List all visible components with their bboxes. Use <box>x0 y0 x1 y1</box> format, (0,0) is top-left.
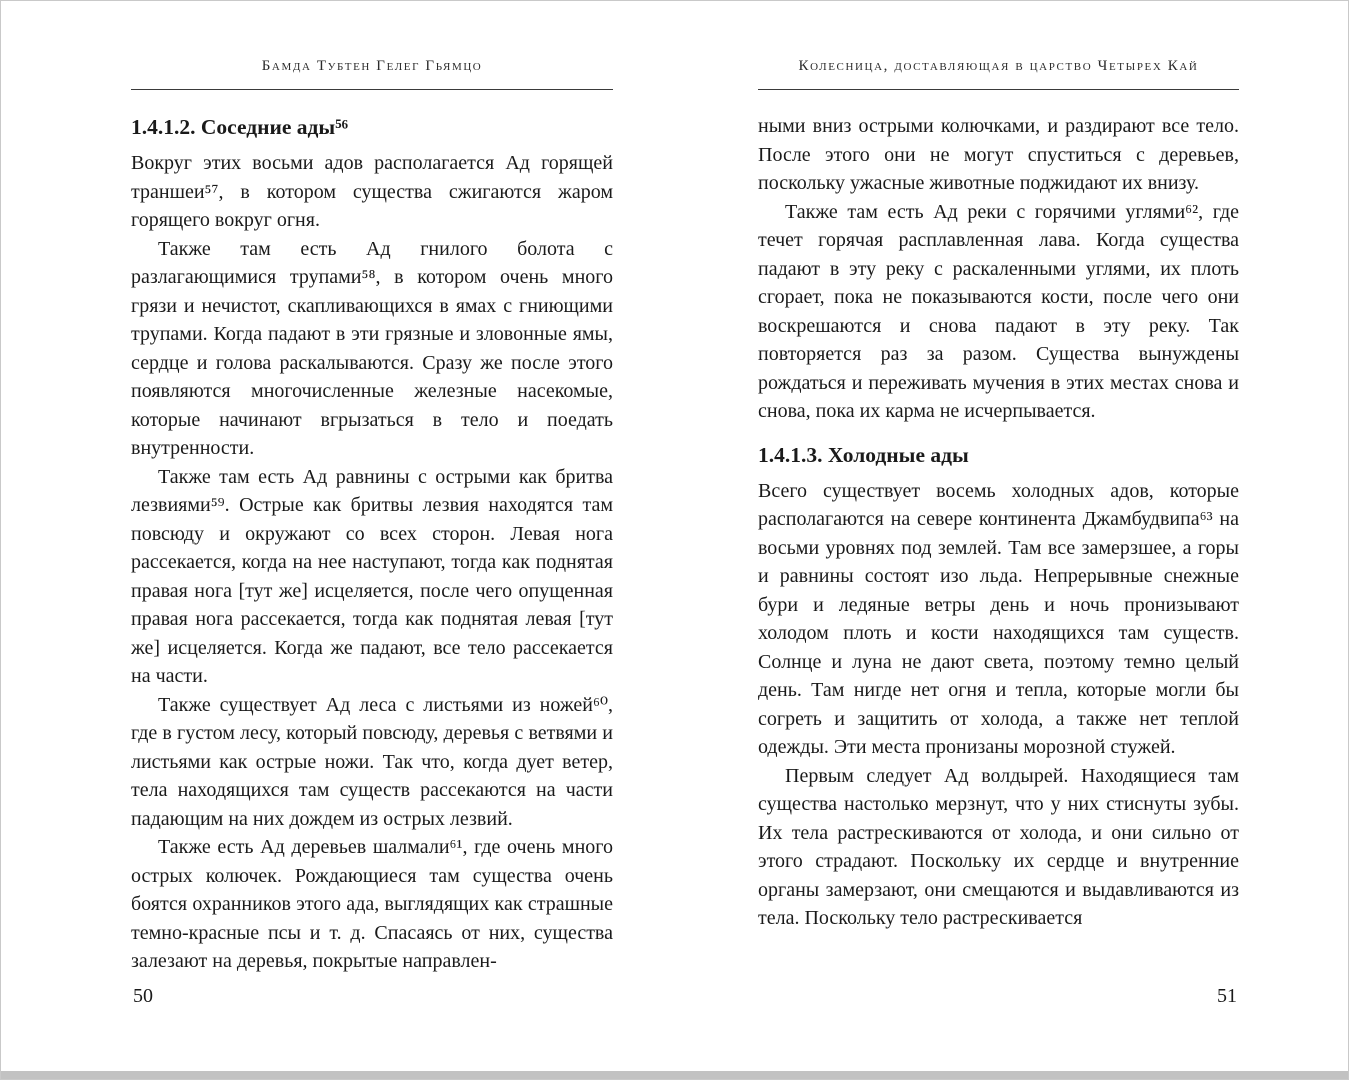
section-heading-cold-hells: 1.4.1.3. Холодные ады <box>758 442 969 467</box>
page-number-right: 51 <box>1217 985 1237 1007</box>
running-header-left: Бамда Тубтен Гелег Гьямцо <box>131 56 613 90</box>
paragraph: Всего существует восемь холодных адов, которые располагаются на севере континента Джамбудвипа⁶³ на восьми уровнях под землей. Там все замерзшее, а горы и равнины состоят изо льда. Непрерывные снежные бури и ледяные ветры день и ночь пронизывают холодом плоть и кости находящихся там существ. Солнце и луна не дают света, поэтому темно целый день. Там нигде нет огня и тепла, которые могли бы согреть и защитить от холода, а также нет теплой одежды. Эти места пронизаны морозной стужей. <box>758 479 1239 758</box>
page-number-left: 50 <box>133 985 153 1007</box>
running-header-right: Колесница, доставляющая в царство Четырех Кай <box>758 56 1239 90</box>
scan-edge-bottom <box>1 1071 1348 1079</box>
paragraph: Также существует Ад леса с листьями из ножей⁶⁰, где в густом лесу, который повсюду, деревья с ветвями и листьями как острые ножи. Так что, когда дует ветер, тела находящихся там существ рассекаются на части падающим на них дождем из острых лезвий. <box>131 693 613 830</box>
paragraph: Также там есть Ад гнилого болота с разлагающимися трупами⁵⁸, в котором очень много грязи и нечистот, скапливающихся в ямах с гниющими трупами. Когда падают в эти грязные и зловонные ямы, сердце и голова раскалываются. Сразу же после этого появляются многочисленные железные насекомые, которые начинают вгрызаться в тело и поедать внутренности. <box>131 237 613 459</box>
paragraph: Первым следует Ад волдырей. Находящиеся там существа настолько мерзнут, что у них стиснуты зубы. Их тела растрескиваются от холода, и они сильно от этого страдают. Поскольку их сердце и внутренние органы замерзают, они смещаются и выдавливаются из тела. Поскольку тело растрескивается <box>758 764 1239 929</box>
paragraph: Также там есть Ад равнины с острыми как бритва лезвиями⁵⁹. Острые как бритвы лезвия находятся там повсюду и окружают со всех сторон. Левая нога рассекается, когда на нее наступают, тогда как поднятая правая нога [тут же] исцеляется, после чего опущенная правая нога рассекается, тогда как поднятая левая [тут же] исцеляется. Когда же падают, все тело рассекается на части. <box>131 465 613 687</box>
page-left <box>131 56 613 1008</box>
page-right <box>758 56 1239 1008</box>
page-left-content <box>131 112 613 976</box>
paragraph: Также есть Ад деревьев шалмали⁶¹, где очень много острых колючек. Рождающиеся там существа очень боятся охранников этого ада, выглядящих как страшные темно-красные псы и т. д. Спасаясь от них, существа залезают на деревья, покрытые направлен- <box>131 836 613 972</box>
section-heading-neighboring-hells: 1.4.1.2. Соседние ады⁵⁶ <box>131 115 349 139</box>
paragraph: Вокруг этих восьми адов располагается Ад горящей траншеи⁵⁷, в котором существа сжигаются жаром горящего вокруг огня. <box>131 152 613 231</box>
page-right-content <box>758 112 1239 933</box>
paragraph: ными вниз острыми колючками, и раздирают все тело. После этого они не могут спуститься с деревьев, поскольку ужасные животные поджидают их внизу. <box>758 115 1239 194</box>
paragraph: Также там есть Ад реки с горячими углями⁶², где течет горячая расплавленная лава. Когда существа падают в эту реку с раскаленными углями, их плоть сгорает, пока не показываются кости, после чего они воскрешаются и снова падают в эту реку. Так повторяется раз за разом. Существа вынуждены рождаться и переживать мучения в этих местах снова и снова, пока их карма не исчерпывается. <box>758 200 1239 422</box>
